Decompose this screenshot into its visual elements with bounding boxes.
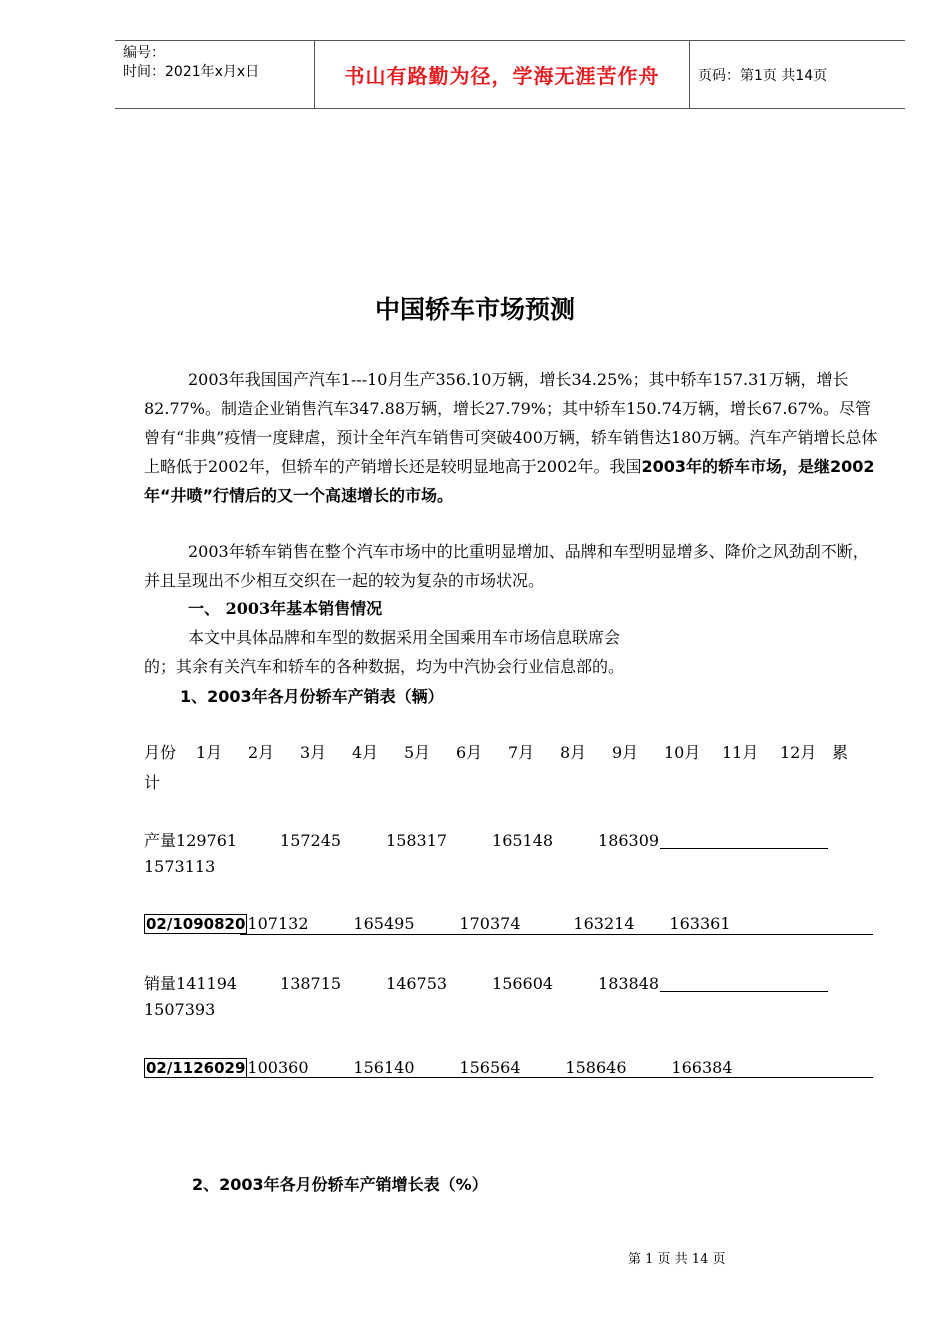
page-title: 中国轿车市场预测 <box>374 295 575 324</box>
section-heading: 一、 2003年基本销售情况 <box>188 599 383 618</box>
row-underline <box>660 991 828 992</box>
row-underline <box>240 1077 873 1078</box>
row-underline <box>240 934 873 935</box>
month-10: 10月 <box>664 743 701 762</box>
month-2: 2月 <box>248 743 275 762</box>
header-meta <box>115 41 315 108</box>
month-label: 月份 <box>144 743 177 762</box>
sales-m1: 141194 <box>176 974 238 993</box>
sales-total: 1507393 <box>144 1000 216 1019</box>
prod-02-label: 02/1090820 <box>146 915 246 933</box>
sales-label: 销量 <box>144 974 177 993</box>
sales-2002-row <box>144 1058 777 1077</box>
month-9: 9月 <box>612 743 639 762</box>
sales02-m5: 166384 <box>671 1058 733 1077</box>
prod-total: 1573113 <box>144 857 216 876</box>
production-2002-row <box>144 914 775 933</box>
month-5: 5月 <box>404 743 431 762</box>
total-label-cont: 计 <box>144 773 161 792</box>
prod-m2: 157245 <box>280 831 342 850</box>
prod02-m1: 107132 <box>247 914 309 933</box>
sales-m2: 138715 <box>280 974 342 993</box>
time-label: 时间：2021年x月x日 <box>123 64 260 80</box>
sales02-m3: 156564 <box>459 1058 521 1077</box>
paragraph-1-emphasis: 2003年的轿车市场，是继2002年“井喷”行情后的又一个高速增长的市场。 <box>144 457 875 505</box>
prod02-m2: 165495 <box>353 914 415 933</box>
production-2003-row <box>144 828 704 851</box>
sales02-m2: 156140 <box>353 1058 415 1077</box>
sales-2003-row <box>144 971 704 994</box>
prod-m5: 186309 <box>598 831 660 850</box>
table2-title: 2、2003年各月份轿车产销增长表（%） <box>192 1175 488 1194</box>
motto: 书山有路勤为径，学海无涯苦作舟 <box>315 41 690 108</box>
month-8: 8月 <box>560 743 587 762</box>
page-footer: 第 1 页 共 14 页 <box>628 1252 726 1267</box>
month-11: 11月 <box>722 743 759 762</box>
page-info: 页码：第1页 共14页 <box>698 67 828 84</box>
paragraph-1-text: 2003年我国国产汽车1---10月生产356.10万辆，增长34.25%；其中轿车157.31万辆，增长82.77%。制造企业销售汽车347.88万辆，增长27.79%；其中轿车150.74万辆，增长67.67%。尽管曾有“非典”疫情一度肆虐，预计全年汽车销售可突破400万辆，轿车销售达180万辆。汽车产销增长总体上略低于2002年，但轿车的产销增长还是较明显地高于2002年。我国 <box>144 370 878 476</box>
paragraph-3a: 本文中具体品牌和车型的数据采用全国乘用车市场信息联席会 <box>188 628 621 647</box>
header-table <box>115 40 905 109</box>
sales02-m4: 158646 <box>565 1058 627 1077</box>
total-label: 累 <box>832 743 849 762</box>
month-7: 7月 <box>508 743 535 762</box>
prod02-m5: 163361 <box>669 914 731 933</box>
table1-title: 1、2003年各月份轿车产销表（辆） <box>180 687 444 706</box>
sales-m3: 146753 <box>386 974 448 993</box>
month-3: 3月 <box>300 743 327 762</box>
sales-02-label: 02/1126029 <box>146 1059 246 1077</box>
month-1: 1月 <box>196 743 223 762</box>
row-underline <box>660 848 828 849</box>
month-4: 4月 <box>352 743 379 762</box>
prod-m1: 129761 <box>176 831 238 850</box>
paragraph-2: 2003年轿车销售在整个汽车市场中的比重明显增加、品牌和车型明显增多、降价之风劲刮不断，并且呈现出不少相互交织在一起的较为复杂的市场状况。 <box>144 542 869 590</box>
month-header-row <box>144 740 852 763</box>
sales02-m1: 100360 <box>247 1058 309 1077</box>
sales-m5: 183848 <box>598 974 660 993</box>
paragraph-3b: 的；其余有关汽车和轿车的各种数据，均为中汽协会行业信息部的。 <box>144 657 625 676</box>
month-6: 6月 <box>456 743 483 762</box>
month-12: 12月 <box>780 743 817 762</box>
prod02-m4: 163214 <box>573 914 635 933</box>
prod-label: 产量 <box>144 831 177 850</box>
prod-m3: 158317 <box>386 831 448 850</box>
sales-m4: 156604 <box>492 974 554 993</box>
prod-m4: 165148 <box>492 831 554 850</box>
code-label: 编号： <box>123 45 165 61</box>
paragraph-1 <box>144 365 884 510</box>
prod02-m3: 170374 <box>459 914 521 933</box>
